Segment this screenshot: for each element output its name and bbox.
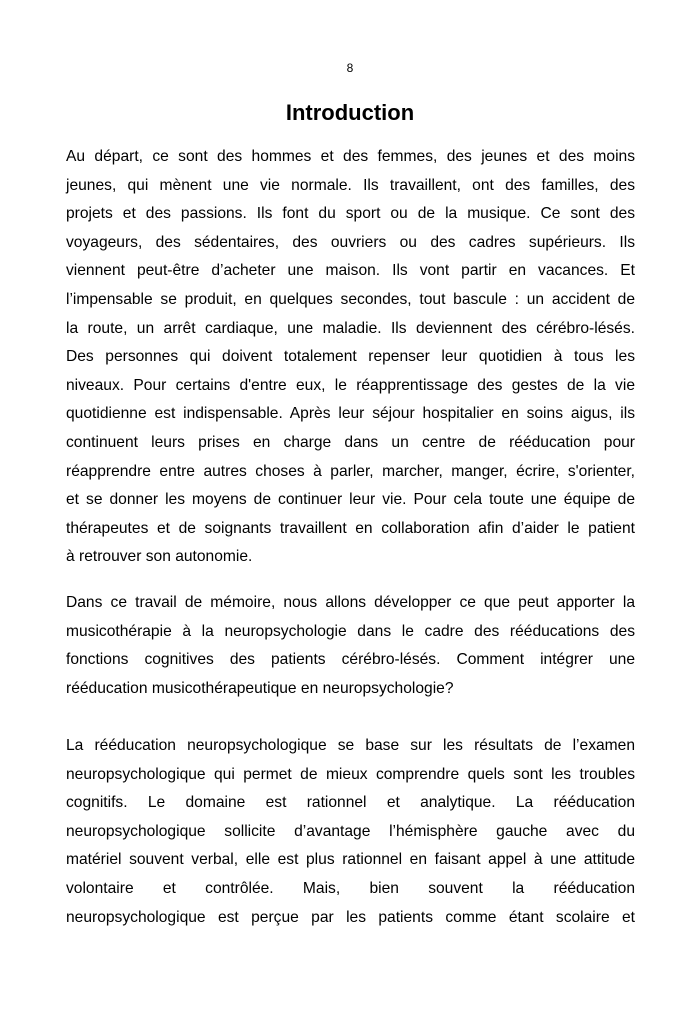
text-line: voyageurs, des sédentaires, des ouvriers ou des cadres supérieurs. Ils [66, 233, 635, 251]
text-line: cognitifs. Le domaine est rationnel et analytique. La rééducation [66, 794, 635, 812]
text-line: la route, un arrêt cardiaque, une maladie. Ils deviennent des cérébro-lésés. [66, 319, 635, 337]
paragraph-neuropsychology [66, 732, 635, 932]
text-line: thérapeutes et de soignants travaillent en collaboration afin d’aider le patient [66, 519, 635, 537]
text-line: niveaux. Pour certains d'entre eux, le réapprentissage des gestes de la vie [66, 376, 635, 394]
text-line: neuropsychologique sollicite d’avantage l’hémisphère gauche avec du [66, 822, 635, 840]
text-line: et se donner les moyens de continuer leur vie. Pour cela toute une équipe de [66, 491, 635, 509]
text-line: volontaire et contrôlée. Mais, bien souvent la rééducation [66, 879, 635, 897]
paragraph-intro [66, 143, 635, 572]
text-line: jeunes, qui mènent une vie normale. Ils travaillent, ont des familles, des [66, 176, 635, 194]
text-line: Des personnes qui doivent totalement repenser leur quotidien à tous les [66, 348, 635, 366]
text-line: neuropsychologique qui permet de mieux comprendre quels sont les troubles [66, 765, 635, 783]
section-title [0, 100, 700, 126]
text-line: fonctions cognitives des patients cérébro-lésés. Comment intégrer une [66, 651, 635, 669]
text-line: Dans ce travail de mémoire, nous allons développer ce que peut apporter la [66, 594, 635, 611]
text-line: La rééducation neuropsychologique se base sur les résultats de l’examen [66, 737, 635, 754]
page-number: 8 [346, 61, 354, 75]
text-line: continuent leurs prises en charge dans un centre de rééducation pour [66, 433, 635, 451]
paragraph-research-question [66, 589, 635, 703]
text-line: à retrouver son autonomie. [66, 548, 253, 566]
text-line: viennent peut-être d’acheter une maison. Ils vont partir en vacances. Et [66, 262, 635, 280]
text-line: rééducation musicothérapeutique en neuropsychologie? [66, 679, 454, 697]
text-line: l’impensable se produit, en quelques secondes, tout bascule : un accident de [66, 290, 635, 308]
text-line: neuropsychologique est perçue par les patients comme étant scolaire et [66, 908, 635, 926]
text-line: matériel souvent verbal, elle est plus rationnel en faisant appel à une attitude [66, 851, 635, 869]
text-line: projets et des passions. Ils font du sport ou de la musique. Ce sont des [66, 205, 635, 223]
section-title-text: Introduction [285, 100, 415, 125]
text-line: Au départ, ce sont des hommes et des femmes, des jeunes et des moins [66, 148, 635, 165]
text-line: réapprendre entre autres choses à parler, marcher, manger, écrire, s'orienter, [66, 462, 635, 480]
text-line: musicothérapie à la neuropsychologie dans le cadre des rééducations des [66, 622, 635, 640]
text-line: quotidienne est indispensable. Après leur séjour hospitalier en soins aigus, ils [66, 405, 635, 423]
